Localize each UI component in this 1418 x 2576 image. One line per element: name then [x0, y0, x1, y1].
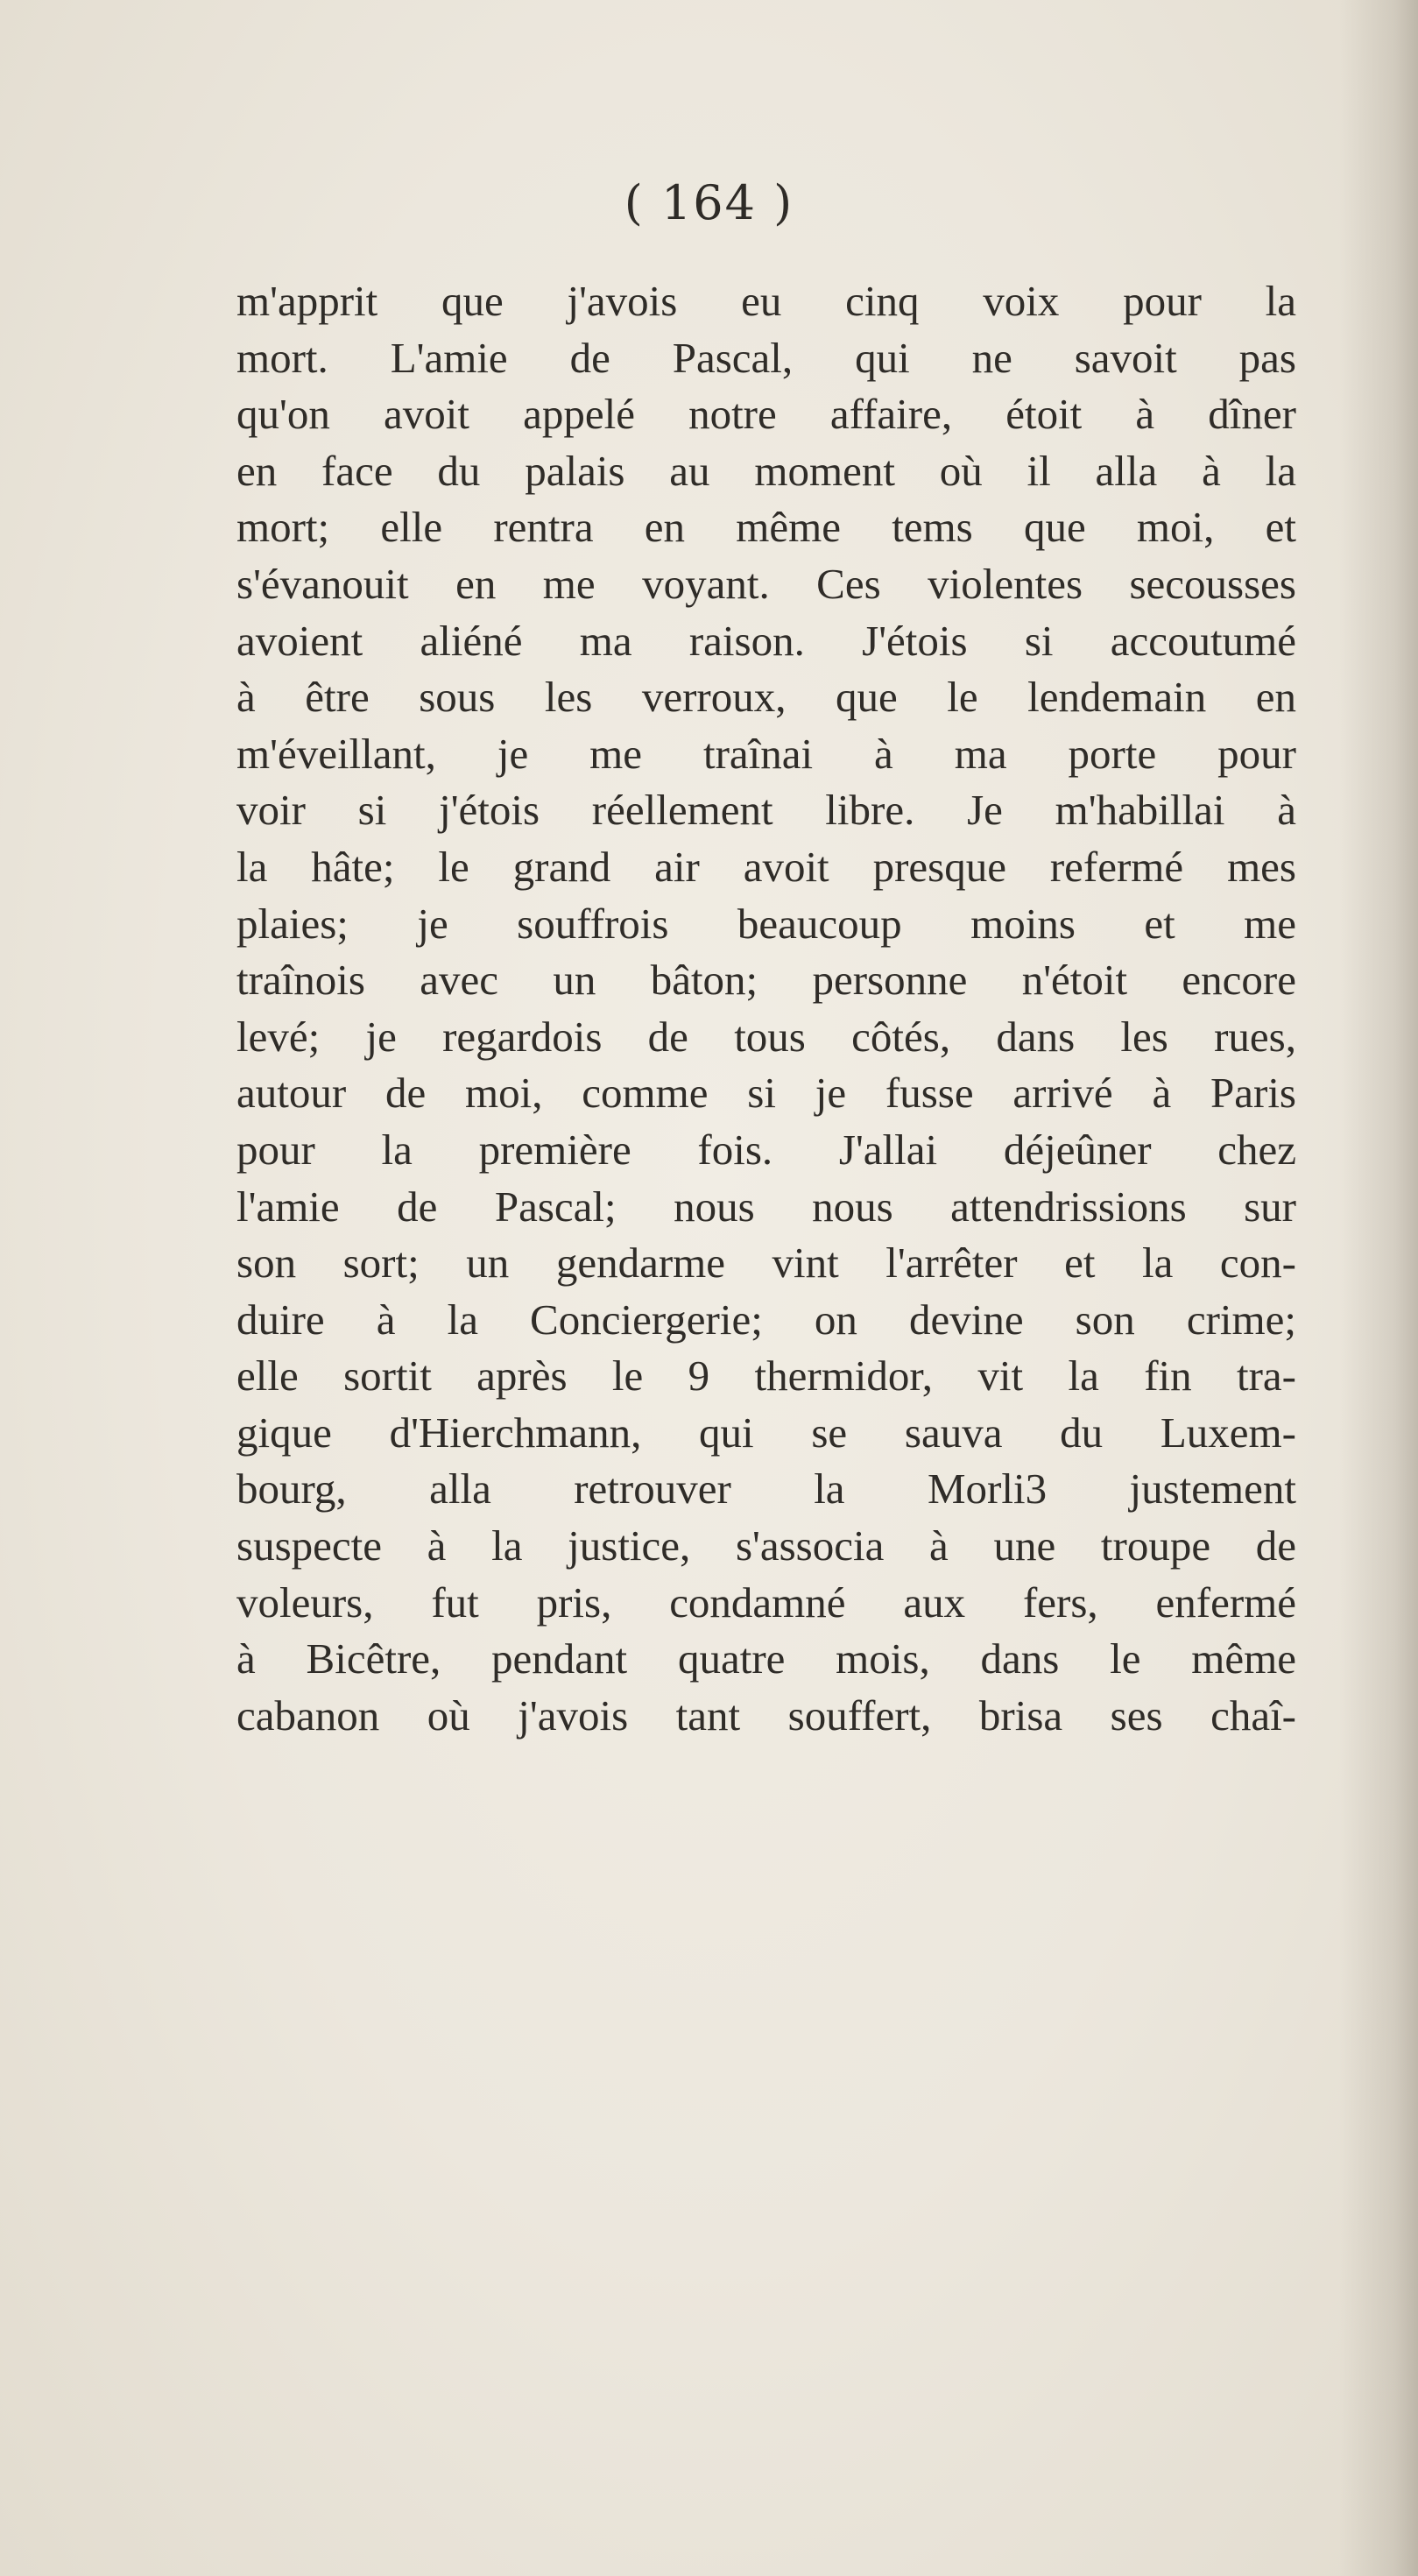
text-line: bourg, alla retrouver la Morli3 justement	[236, 1464, 1296, 1514]
page-number: ( 164 )	[624, 175, 794, 230]
text-line: en face du palais au moment où il alla à la	[236, 446, 1296, 495]
text-line: à Bicêtre, pendant quatre mois, dans le même	[236, 1634, 1296, 1683]
text-line: plaies; je souffrois beaucoup moins et me	[236, 899, 1296, 948]
text-line: levé; je regardois de tous côtés, dans les rues,	[236, 1012, 1296, 1061]
text-line: à être sous les verroux, que le lendemain en	[236, 673, 1296, 722]
text-line: traînois avec un bâton; personne n'étoit encore	[236, 956, 1296, 1005]
text-line: mort. L'amie de Pascal, qui ne savoit pas	[236, 333, 1296, 382]
text-line: m'apprit que j'avois eu cinq voix pour la	[236, 277, 1296, 325]
text-line: son sort; un gendarme vint l'arrêter et la con-	[236, 1239, 1296, 1288]
text-line: elle sortit après le 9 thermidor, vit la fin tra-	[236, 1352, 1296, 1401]
body-text	[236, 273, 1296, 1744]
text-line: autour de moi, comme si je fusse arrivé à Paris	[236, 1069, 1296, 1118]
text-line: suspecte à la justice, s'associa à une troupe de	[236, 1521, 1296, 1570]
text-line: duire à la Conciergerie; on devine son crime;	[236, 1295, 1296, 1344]
text-line: cabanon où j'avois tant souffert, brisa ses chaî-	[236, 1690, 1296, 1740]
text-line: gique d'Hierchmann, qui se sauva du Luxem-	[236, 1408, 1296, 1457]
text-line: voir si j'étois réellement libre. Je m'habillai à	[236, 786, 1296, 835]
text-line: la hâte; le grand air avoit presque refermé mes	[236, 842, 1296, 891]
text-line: mort; elle rentra en même tems que moi, et	[236, 503, 1296, 552]
text-line: m'éveillant, je me traînai à ma porte pour	[236, 729, 1296, 778]
text-line: pour la première fois. J'allai déjeûner chez	[236, 1125, 1296, 1174]
text-line: qu'on avoit appelé notre affaire, étoit à dîner	[236, 390, 1296, 439]
text-line: s'évanouit en me voyant. Ces violentes secousses	[236, 559, 1296, 608]
text-line: l'amie de Pascal; nous nous attendrissions sur	[236, 1182, 1296, 1231]
text-line: avoient aliéné ma raison. J'étois si accoutumé	[236, 616, 1296, 665]
text-line: voleurs, fut pris, condamné aux fers, enfermé	[236, 1577, 1296, 1627]
